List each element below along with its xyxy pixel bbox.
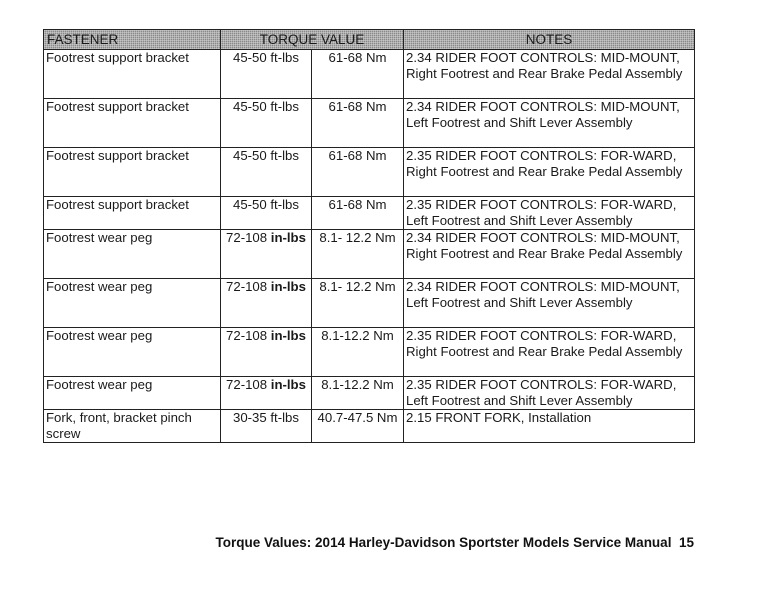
torque-nm-cell: 8.1-12.2 Nm [312,328,404,377]
fastener-cell: Footrest support bracket [44,50,221,99]
torque-value: 72-108 [226,377,268,392]
fastener-cell: Footrest wear peg [44,279,221,328]
notes-cell: 2.34 RIDER FOOT CONTROLS: MID-MOUNT, Left Footrest and Shift Lever Assembly [404,279,695,328]
fastener-cell: Footrest wear peg [44,328,221,377]
table-row [44,99,695,148]
torque-unit: in-lbs [270,328,306,343]
table-row [44,197,695,230]
notes-cell: 2.35 RIDER FOOT CONTROLS: FOR-WARD, Right Footrest and Rear Brake Pedal Assembly [404,328,695,377]
fastener-cell: Footrest support bracket [44,99,221,148]
table-row [44,279,695,328]
table-row [44,410,695,443]
torque-in-lbs-cell [221,328,312,377]
torque-nm-cell: 61-68 Nm [312,99,404,148]
torque-table [43,29,695,443]
header-notes: NOTES [404,30,695,50]
table-row [44,230,695,279]
table-row [44,377,695,410]
torque-ft-lbs-cell: 45-50 ft-lbs [221,148,312,197]
table-row [44,50,695,99]
torque-ft-lbs-cell: 30-35 ft-lbs [221,410,312,443]
fastener-cell: Footrest support bracket [44,148,221,197]
torque-nm-cell: 61-68 Nm [312,197,404,230]
page-number: 15 [678,535,694,550]
torque-in-lbs-cell [221,279,312,328]
notes-cell: 2.35 RIDER FOOT CONTROLS: FOR-WARD, Left Footrest and Shift Lever Assembly [404,377,695,410]
torque-in-lbs-cell [221,377,312,410]
table-row [44,328,695,377]
fastener-cell: Footrest wear peg [44,230,221,279]
table-row [44,148,695,197]
torque-ft-lbs-cell: 45-50 ft-lbs [221,99,312,148]
torque-ft-lbs-cell: 45-50 ft-lbs [221,197,312,230]
torque-in-lbs-cell [221,230,312,279]
page-footer [216,535,694,550]
torque-value: 72-108 [226,328,268,343]
torque-unit: in-lbs [270,230,306,245]
header-torque-value: TORQUE VALUE [221,30,404,50]
torque-unit: in-lbs [270,279,306,294]
notes-cell: 2.34 RIDER FOOT CONTROLS: MID-MOUNT, Right Footrest and Rear Brake Pedal Assembly [404,50,695,99]
torque-nm-cell: 8.1- 12.2 Nm [312,279,404,328]
notes-cell: 2.35 RIDER FOOT CONTROLS: FOR-WARD, Right Footrest and Rear Brake Pedal Assembly [404,148,695,197]
torque-nm-cell: 8.1- 12.2 Nm [312,230,404,279]
table-header-row [44,30,695,50]
fastener-cell: Fork, front, bracket pinch screw [44,410,221,443]
torque-value: 72-108 [226,230,268,245]
header-fastener: FASTENER [44,30,221,50]
torque-ft-lbs-cell: 45-50 ft-lbs [221,50,312,99]
notes-cell: 2.34 RIDER FOOT CONTROLS: MID-MOUNT, Right Footrest and Rear Brake Pedal Assembly [404,230,695,279]
notes-cell: 2.34 RIDER FOOT CONTROLS: MID-MOUNT, Left Footrest and Shift Lever Assembly [404,99,695,148]
torque-value: 72-108 [226,279,268,294]
footer-title: Torque Values: 2014 Harley-Davidson Sportster Models Service Manual [215,535,672,550]
fastener-cell: Footrest support bracket [44,197,221,230]
torque-nm-cell: 61-68 Nm [312,148,404,197]
fastener-cell: Footrest wear peg [44,377,221,410]
torque-unit: in-lbs [270,377,306,392]
notes-cell: 2.35 RIDER FOOT CONTROLS: FOR-WARD, Left Footrest and Shift Lever Assembly [404,197,695,230]
torque-nm-cell: 61-68 Nm [312,50,404,99]
notes-cell: 2.15 FRONT FORK, Installation [404,410,695,443]
torque-nm-cell: 40.7-47.5 Nm [312,410,404,443]
torque-nm-cell: 8.1-12.2 Nm [312,377,404,410]
